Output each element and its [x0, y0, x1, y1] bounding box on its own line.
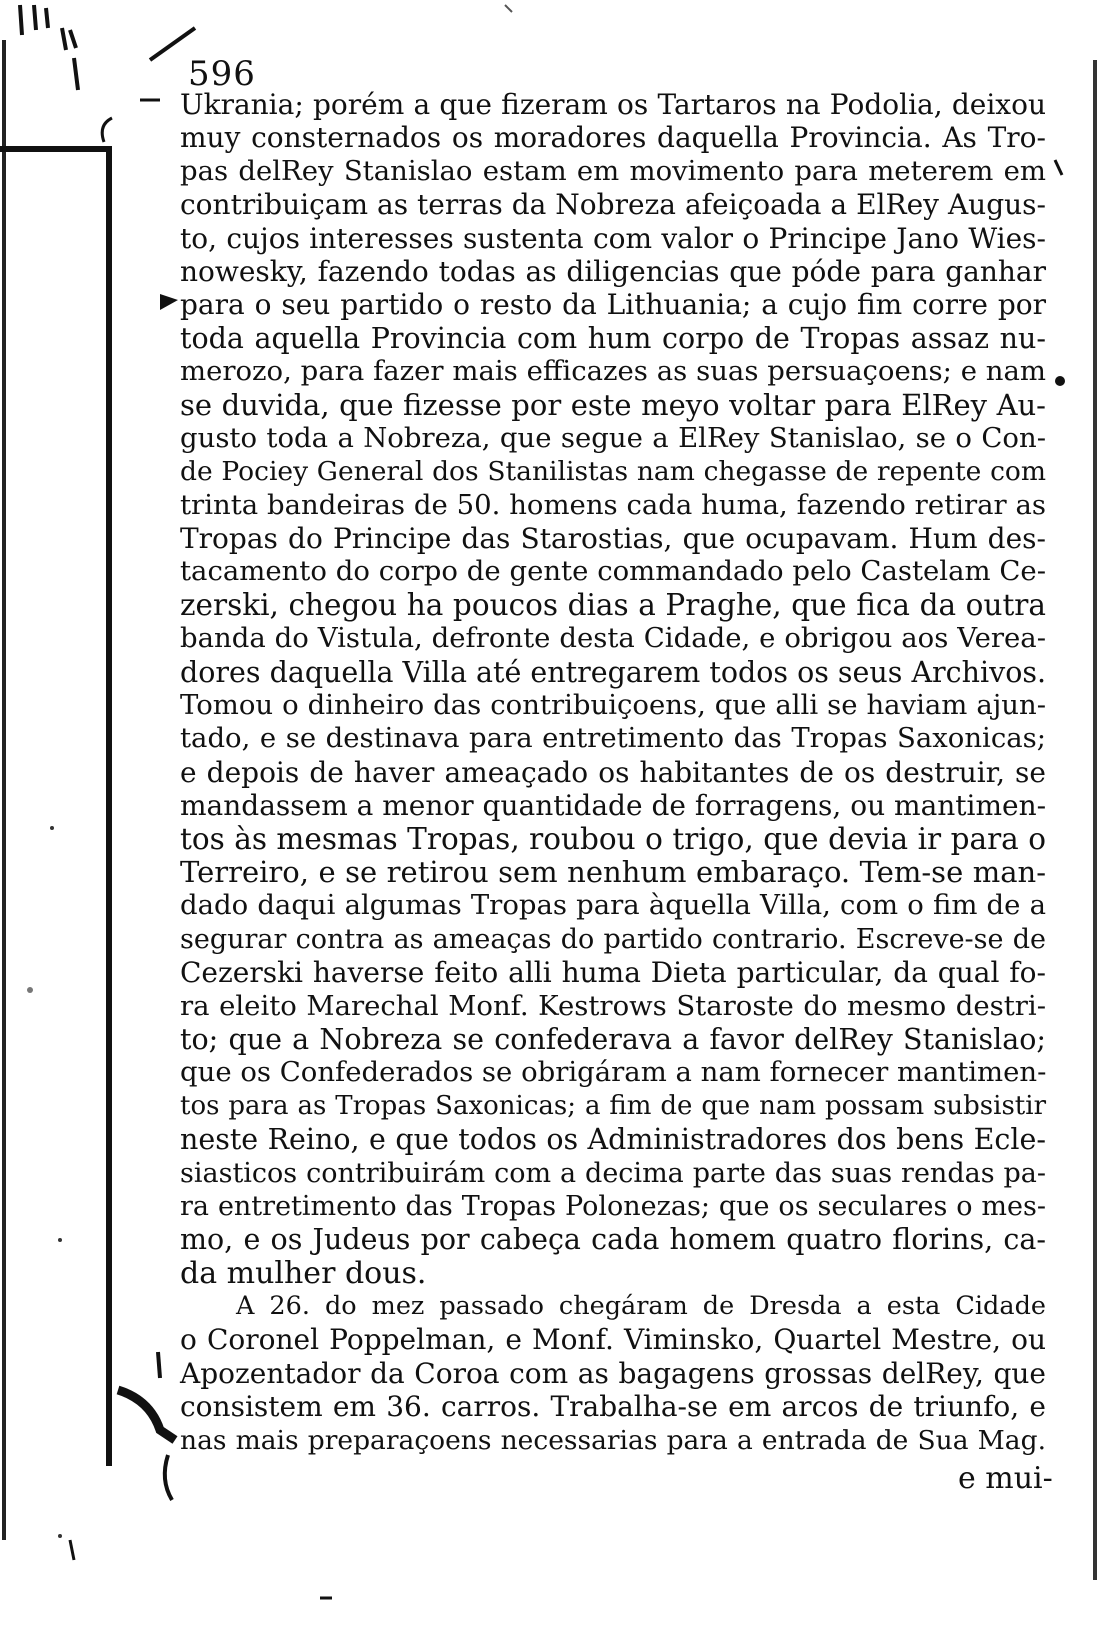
page-number: 596 [188, 54, 256, 94]
text-line: tos para as Tropas Saxonicas; a fim de que nam possam subsistir [180, 1090, 1046, 1121]
text-line: Tropas do Principe das Starostias, que ocupavam. Hum des- [180, 522, 1046, 556]
text-line: Cezerski haverse feito alli huma Dieta particular, da qual fo- [180, 956, 1046, 990]
text-line: tacamento do corpo de gente commandado pelo Castelam Ce- [180, 555, 1046, 588]
text-line: to; que a Nobreza se confederava a favor delRey Stanislao; [180, 1022, 1046, 1056]
catchword: e mui- [958, 1461, 1053, 1496]
text-line: Terreiro, e se retirou sem nenhum embaraço. Tem-se man- [180, 854, 1046, 889]
text-line: ra entretimento das Tropas Polonezas; que os seculares o mes- [180, 1190, 1046, 1222]
text-line: mandassem a menor quantidade de forragens, ou mantimen- [180, 789, 1047, 823]
text-line: se duvida, que fizesse por este meyo voltar para ElRey Au- [180, 387, 1046, 422]
text-line: zerski, chegou ha poucos dias a Praghe, que fica da outra [180, 587, 1046, 622]
text-line: siasticos contribuirám com a decima parte das suas rendas pa- [180, 1157, 1046, 1189]
text-line: consistem em 36. carros. Trabalha-se em arcos de triunfo, e [180, 1390, 1046, 1424]
text-line: Ukrania; porém a que fizeram os Tartaros na Podolia, deixou [180, 88, 1046, 121]
text-line: tado, e se destinava para entretimento das Tropas Saxonicas; [180, 722, 1046, 755]
text-line: que os Confederados se obrigáram a nam fornecer mantimen- [180, 1056, 1047, 1089]
text-line: tos às mesmas Tropas, roubou o trigo, que devia ir para o [180, 821, 1046, 856]
text-line: o Coronel Poppelman, e Monf. Viminsko, Quartel Mestre, ou [180, 1323, 1046, 1357]
text-line: toda aquella Provincia com hum corpo de Tropas assaz nu- [180, 321, 1046, 355]
text-line: dado daqui algumas Tropas para àquella Villa, com o fim de a [180, 889, 1046, 922]
text-line: nas mais preparaçoens necessarias para a entrada de Sua Mag. [180, 1424, 1046, 1456]
text-line: segurar contra as ameaças do partido contrario. Escreve-se de [180, 923, 1046, 955]
text-line: de Pociey General dos Stanilistas nam chegasse de repente com [180, 456, 1046, 488]
text-line: para o seu partido o resto da Lithuania; a cujo fim corre por [180, 288, 1046, 322]
text-line: merozo, para fazer mais efficazes as suas persuaçoens; e nam [180, 355, 1046, 388]
text-line: e depois de haver ameaçado os habitantes de os destruir, se [180, 755, 1046, 789]
text-line: banda do Vistula, defronte desta Cidade, e obrigou aos Verea- [180, 622, 1046, 655]
text-line: dores daquella Villa até entregarem todos os seus Archivos. [180, 655, 1047, 689]
text-line: contribuiçam as terras da Nobreza afeiçoada a ElRey Augus- [180, 188, 1046, 222]
text-line: to, cujos interesses sustenta com valor o Principe Jano Wies- [180, 221, 1046, 255]
text-line: nowesky, fazendo todas as diligencias que póde para ganhar [180, 254, 1046, 288]
text-line: pas delRey Stanislao estam em movimento para meterem em [180, 154, 1046, 187]
text-line-paragraph-start: A 26. do mez passado chegáram de Dresda a esta Cidade [236, 1291, 1046, 1322]
text-line: muy consternados os moradores daquella Provincia. As Tro- [180, 121, 1046, 155]
text-line: ra eleito Marechal Monf. Kestrows Staroste do mesmo destri- [180, 989, 1046, 1022]
text-line: Apozentador da Coroa com as bagagens grossas delRey, que [180, 1356, 1046, 1390]
text-line: Tomou o dinheiro das contribuiçoens, que alli se haviam ajun- [180, 689, 1046, 722]
text-line: gusto toda a Nobreza, que segue a ElRey Stanislao, se o Con- [180, 421, 1046, 454]
text-line: neste Reino, e que todos os Administradores dos bens Ecle- [180, 1123, 1046, 1157]
text-line: trinta bandeiras de 50. homens cada huma, fazendo retirar as [180, 488, 1046, 521]
text-line-paragraph-end: da mulher dous. [180, 1255, 427, 1291]
text-line: mo, e os Judeus por cabeça cada homem quatro florins, ca- [180, 1223, 1046, 1257]
body-text [180, 88, 1046, 1457]
